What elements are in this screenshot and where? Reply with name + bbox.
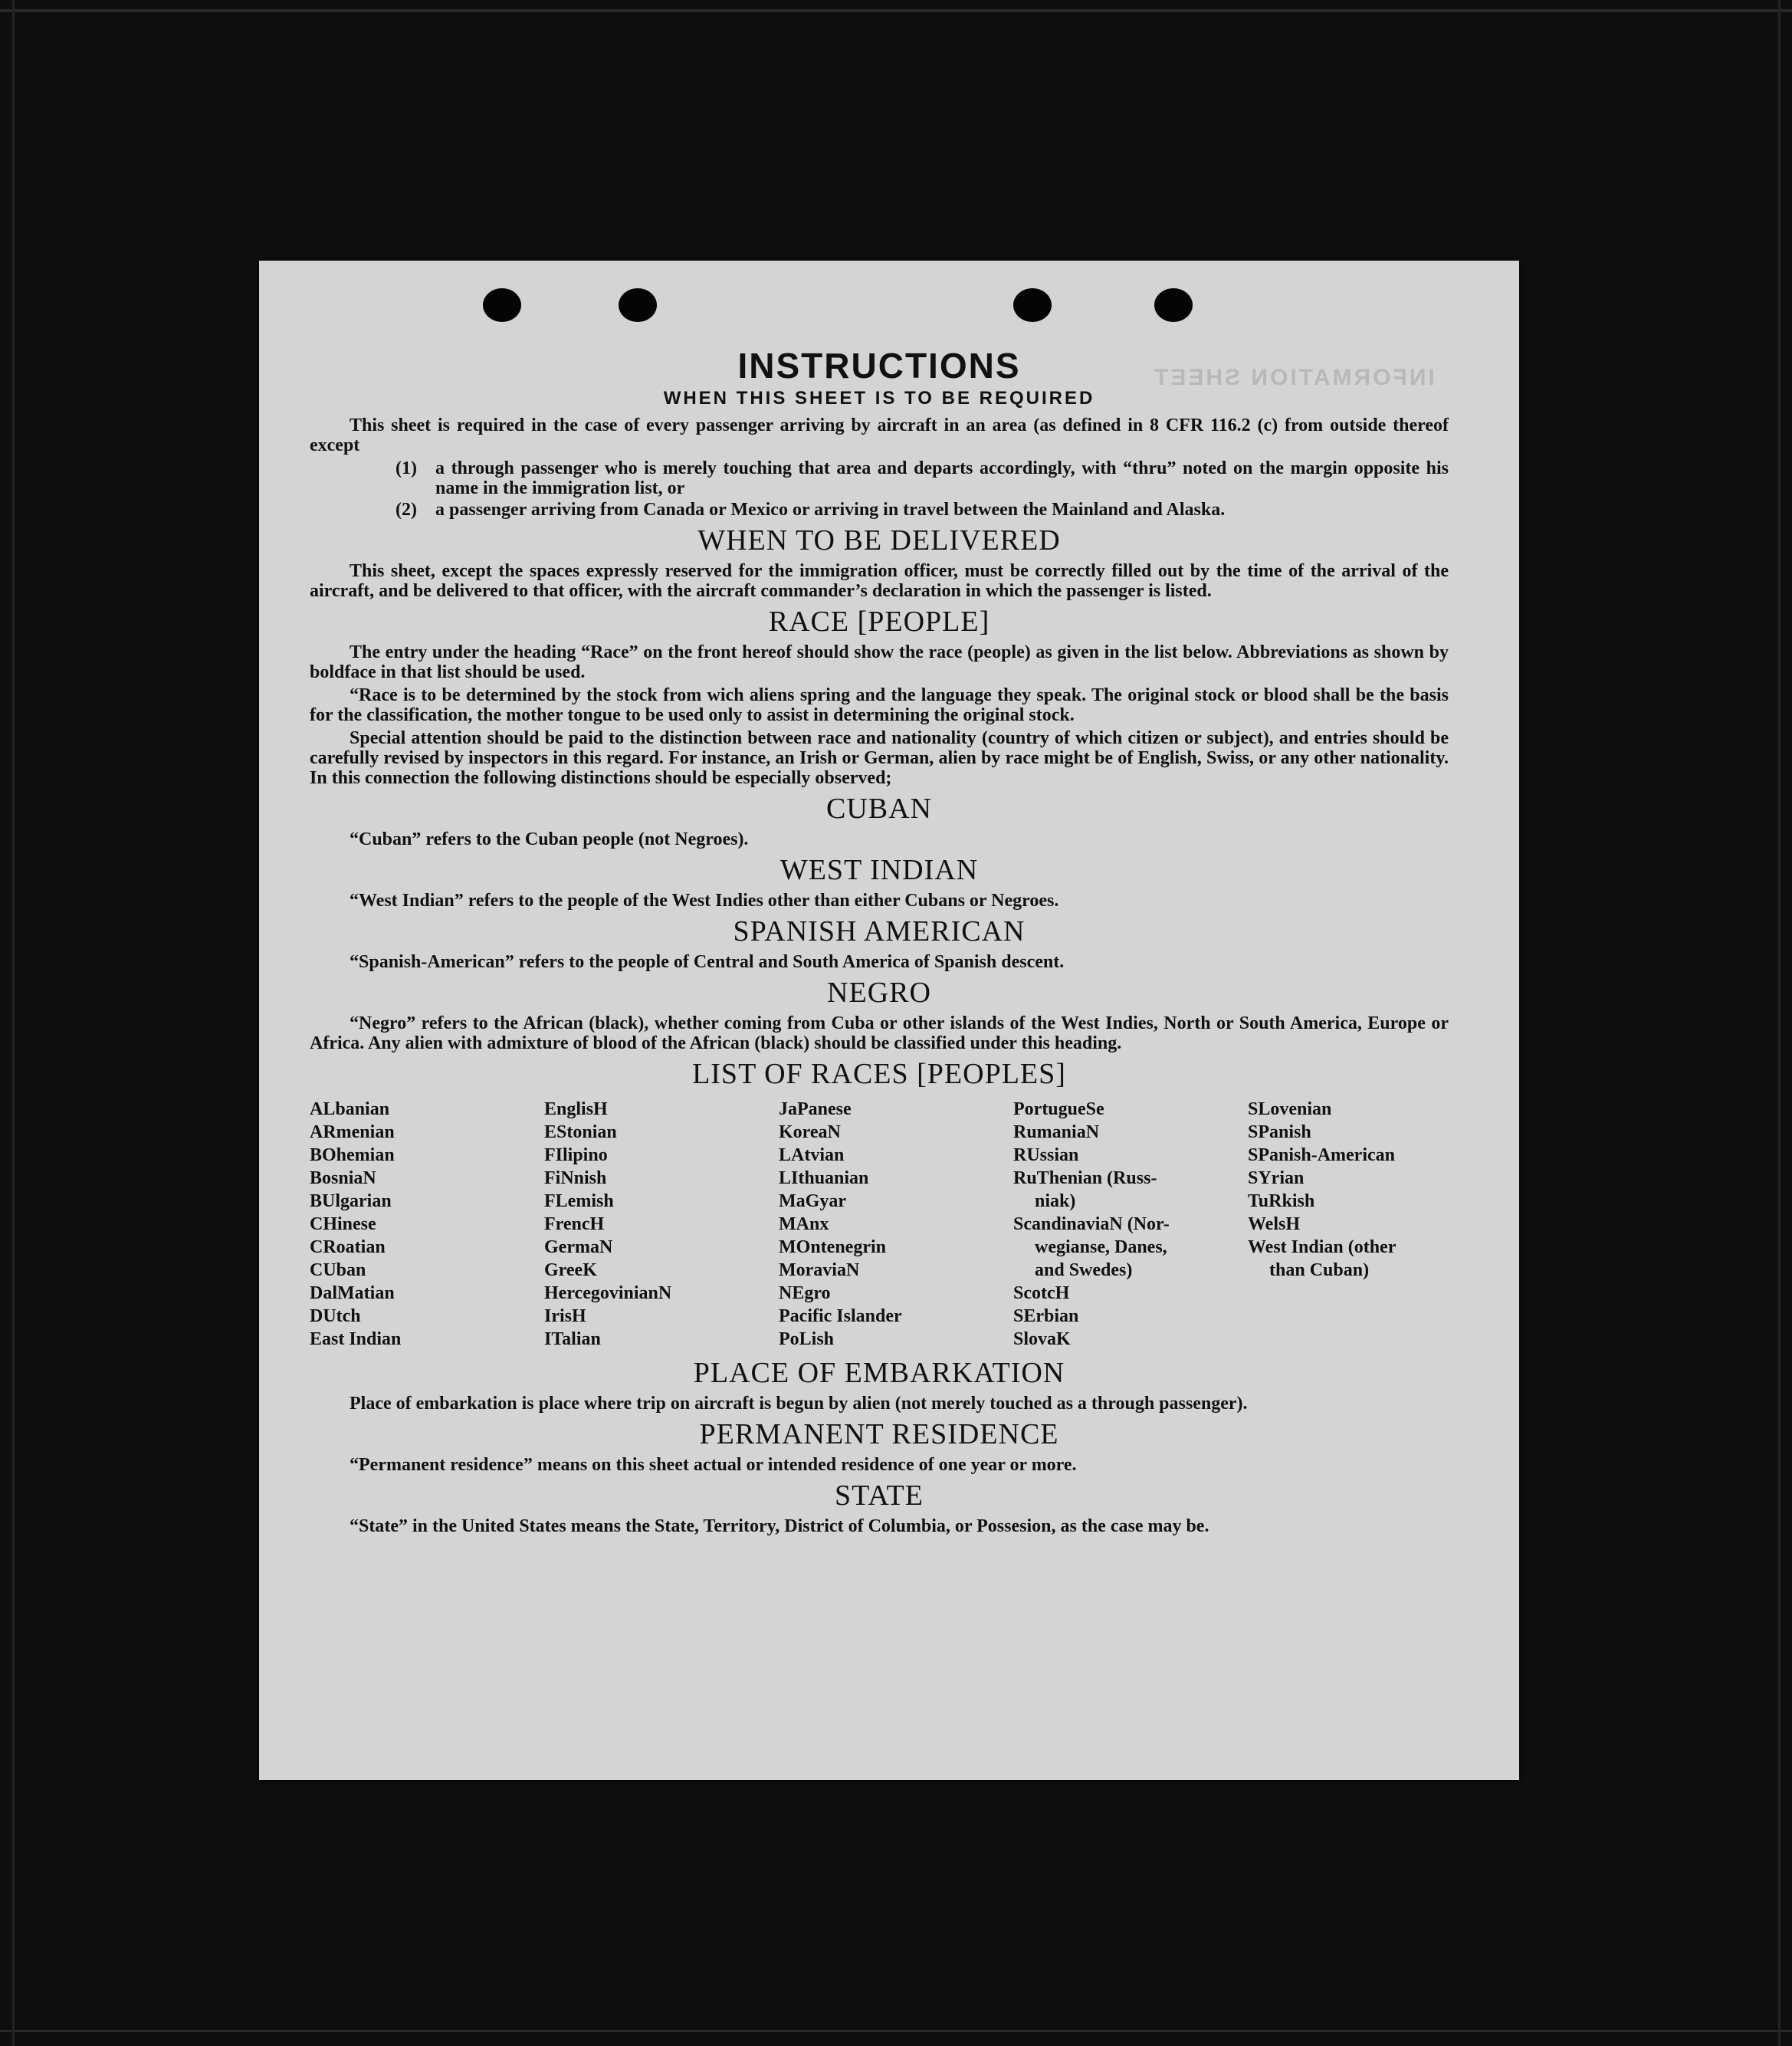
embarkation-text: Place of embarkation is place where trip on aircraft is begun by alien (not merely touched as a through passenger). <box>350 1394 1248 1414</box>
race-entry: RUssian <box>1013 1145 1079 1165</box>
race-entry: MoraviaN <box>779 1260 860 1280</box>
west-indian-text: “West Indian” refers to the people of the West Indies other than either Cubans or Negroes. <box>350 891 1059 911</box>
race-list <box>310 1098 1449 1351</box>
race-entry: TuRkish <box>1248 1191 1315 1211</box>
punch-hole <box>619 288 657 322</box>
required-intro: This sheet is required in the case of every passenger arriving by aircraft in an area (as defined in 8 CFR 116.2 (c) from outside thereof except <box>310 415 1449 455</box>
race-entry: ALbanian <box>310 1099 390 1119</box>
exception-number: (2) <box>395 500 417 520</box>
delivered-text: This sheet, except the spaces expressly reserved for the immigration officer, must be correctly filled out by the time of the arrival of the aircraft, and be delivered to that officer, with the aircraft commander’s declaration in which the passenger is listed. <box>310 561 1449 601</box>
exception-item <box>395 458 1449 498</box>
exception-text: a through passenger who is merely touching that area and departs accordingly, with “thru” noted on the margin opposite his name in the immigration list, or <box>435 458 1449 498</box>
race-entry: PortugueSe <box>1013 1099 1104 1119</box>
race-entry: IrisH <box>544 1306 586 1326</box>
race-entry: ARmenian <box>310 1122 395 1142</box>
race-column <box>779 1098 1013 1351</box>
race-entry: MaGyar <box>779 1191 846 1211</box>
section-heading-embarkation: PLACE OF EMBARKATION <box>693 1357 1065 1389</box>
cuban-text: “Cuban” refers to the Cuban people (not Negroes). <box>350 829 749 849</box>
race-entry: PoLish <box>779 1329 835 1349</box>
race-entry: CRoatian <box>310 1237 386 1257</box>
race-entry: NEgro <box>779 1283 831 1303</box>
race-entry: SlovaK <box>1013 1329 1071 1349</box>
race-entry: KoreaN <box>779 1122 841 1142</box>
race-entry: wegianse, Danes, <box>1035 1237 1167 1257</box>
race-entry: GermaN <box>544 1237 613 1257</box>
section-heading-west-indian: WEST INDIAN <box>779 854 979 886</box>
race-entry: FIlipino <box>544 1145 608 1165</box>
race-entry: LAtvian <box>779 1145 845 1165</box>
film-edge-top <box>0 9 1792 12</box>
race-entry: MAnx <box>779 1214 829 1234</box>
race-entry: CHinese <box>310 1214 376 1234</box>
section-heading-list: LIST OF RACES [PEOPLES] <box>692 1058 1066 1090</box>
race-column <box>310 1098 544 1351</box>
race-entry: ITalian <box>544 1329 601 1349</box>
race-entry: HercegovinianN <box>544 1283 672 1303</box>
race-entry: BOhemian <box>310 1145 395 1165</box>
section-heading-negro: NEGRO <box>827 977 931 1009</box>
race-entry: SYrian <box>1248 1168 1305 1188</box>
race-entry: SErbian <box>1013 1306 1079 1326</box>
exception-item <box>395 500 1449 520</box>
race-entry: ScandinaviaN (Nor- <box>1013 1214 1170 1234</box>
state-text: “State” in the United States means the State, Territory, District of Columbia, or Possesion, as the case may be. <box>350 1516 1209 1536</box>
punch-hole <box>483 288 521 322</box>
exception-number: (1) <box>395 458 417 478</box>
race-entry: SPanish <box>1248 1122 1311 1142</box>
race-entry: DalMatian <box>310 1283 395 1303</box>
race-entry: West Indian (other <box>1248 1237 1397 1257</box>
race-entry: JaPanese <box>779 1099 852 1119</box>
race-entry: DUtch <box>310 1306 361 1326</box>
race-entry: MOntenegrin <box>779 1237 886 1257</box>
negro-text: “Negro” refers to the African (black), whether coming from Cuba or other islands of the West Indies, North or South America, Europe or Africa. Any alien with admixture of blood of the African (black) should be classified under this heading. <box>310 1013 1449 1053</box>
race-paragraph: “Race is to be determined by the stock from wich aliens spring and the language they speak. The original stock or blood shall be the basis for the classification, the mother tongue to be used only to assist in determining the original stock. <box>310 685 1449 725</box>
film-edge-left <box>12 0 15 2046</box>
race-entry: RumaniaN <box>1013 1122 1100 1142</box>
race-entry: CUban <box>310 1260 366 1280</box>
section-heading-state: STATE <box>835 1479 924 1512</box>
race-entry: FLemish <box>544 1191 614 1211</box>
page-title: INSTRUCTIONS <box>737 346 1021 386</box>
race-column <box>1013 1098 1248 1351</box>
race-entry: WelsH <box>1248 1214 1301 1234</box>
race-entry: SLovenian <box>1248 1099 1332 1119</box>
race-column <box>1248 1098 1449 1351</box>
race-entry: BUlgarian <box>310 1191 392 1211</box>
spanish-american-text: “Spanish-American” refers to the people of Central and South America of Spanish descent. <box>350 952 1065 972</box>
section-heading-residence: PERMANENT RESIDENCE <box>699 1418 1059 1450</box>
race-entry: Pacific Islander <box>779 1306 902 1326</box>
page-subtitle: WHEN THIS SHEET IS TO BE REQUIRED <box>663 388 1095 409</box>
punch-hole <box>1154 288 1193 322</box>
film-edge-right <box>1778 0 1781 2046</box>
punch-hole <box>1013 288 1052 322</box>
bleed-through-text: INFORMATION SHEET <box>1152 365 1435 390</box>
race-entry: EnglisH <box>544 1099 608 1119</box>
race-paragraph: Special attention should be paid to the distinction between race and nationality (country of which citizen or subject), and entries should be carefully revised by inspectors in this regard. For instance, an Irish or German, alien by race might be of English, Swiss, or any other nationality. In this connection the following distinctions should be especially observed; <box>310 728 1449 788</box>
residence-text: “Permanent residence” means on this sheet actual or intended residence of one year or more. <box>350 1455 1077 1475</box>
exception-text: a passenger arriving from Canada or Mexico or arriving in travel between the Mainland and Alaska. <box>435 500 1226 520</box>
document-sheet <box>259 261 1519 1780</box>
race-entry: than Cuban) <box>1269 1260 1370 1280</box>
instructions-content <box>310 345 1449 1539</box>
race-entry: East Indian <box>310 1329 402 1349</box>
race-entry: SPanish-American <box>1248 1145 1395 1165</box>
section-heading-delivered: WHEN TO BE DELIVERED <box>697 524 1061 557</box>
race-entry: EStonian <box>544 1122 617 1142</box>
section-heading-spanish-american: SPANISH AMERICAN <box>733 915 1026 947</box>
race-paragraph: The entry under the heading “Race” on the front hereof should show the race (people) as given in the list below. Abbreviations as shown by boldface in that list should be used. <box>310 642 1449 682</box>
race-entry: ScotcH <box>1013 1283 1070 1303</box>
race-entry: RuThenian (Russ- <box>1013 1168 1157 1188</box>
race-entry: and Swedes) <box>1035 1260 1133 1280</box>
race-entry: FiNnish <box>544 1168 607 1188</box>
section-heading-cuban: CUBAN <box>825 793 933 825</box>
race-entry: LIthuanian <box>779 1168 869 1188</box>
film-edge-bottom <box>0 2030 1792 2032</box>
race-entry: FrencH <box>544 1214 605 1234</box>
section-heading-race: RACE [PEOPLE] <box>768 606 990 638</box>
race-column <box>544 1098 779 1351</box>
race-entry: BosniaN <box>310 1168 376 1188</box>
race-entry: niak) <box>1035 1191 1076 1211</box>
race-entry: GreeK <box>544 1260 597 1280</box>
